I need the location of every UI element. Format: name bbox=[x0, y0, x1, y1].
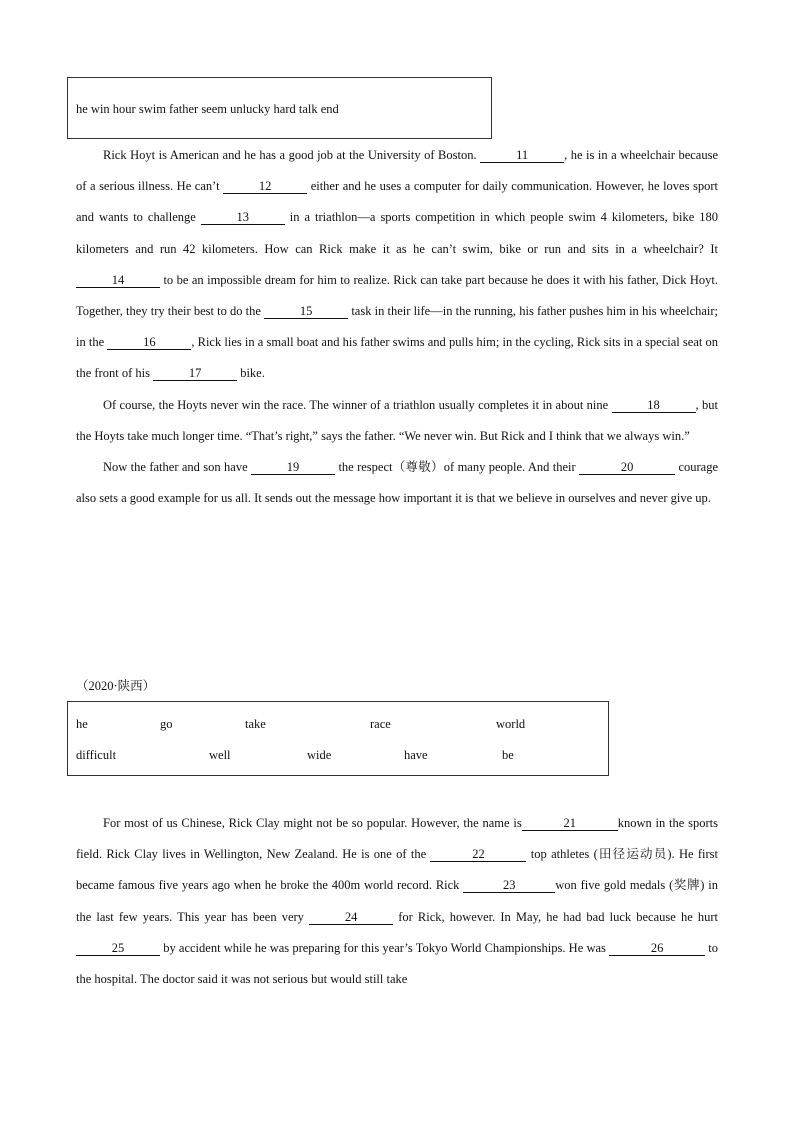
word-bank-2-word: have bbox=[404, 748, 428, 762]
passage-1-paragraph-2: Of course, the Hoyts never win the race. The winner of a triathlon usually completes it in about nine 18 , but the Hoyts take much longer time. “That’s right,” says the father. “We never win. But Rick and I think that we always win.” bbox=[76, 397, 719, 443]
blank-25[interactable]: 25 bbox=[76, 941, 160, 956]
blank-19[interactable]: 19 bbox=[251, 460, 335, 475]
source-label: （2020·陕西） bbox=[76, 679, 156, 693]
word-bank-2-word: well bbox=[209, 748, 231, 762]
word-bank-2-word: go bbox=[160, 717, 173, 731]
word-bank-2-row-2 bbox=[76, 740, 600, 771]
blank-12[interactable]: 12 bbox=[223, 179, 307, 194]
blank-14[interactable]: 14 bbox=[76, 273, 160, 288]
blank-23[interactable]: 23 bbox=[463, 878, 555, 893]
blank-20[interactable]: 20 bbox=[579, 460, 675, 475]
word-bank-2-word: race bbox=[370, 717, 391, 731]
blank-18[interactable]: 18 bbox=[612, 398, 696, 413]
word-bank-2-word: difficult bbox=[76, 748, 117, 762]
word-bank-2-word: world bbox=[496, 717, 526, 731]
word-bank-1-text: he win hour swim father seem unlucky hard talk end bbox=[76, 102, 339, 116]
blank-13[interactable]: 13 bbox=[201, 210, 285, 225]
blank-22[interactable]: 22 bbox=[430, 847, 526, 862]
passage-1 bbox=[76, 140, 718, 514]
blank-21[interactable]: 21 bbox=[522, 816, 618, 831]
word-bank-box-1 bbox=[67, 77, 492, 139]
passage-2-paragraph-1: For most of us Chinese, Rick Clay might not be so popular. However, the name is 21 known in the sports field. Rick Clay lives in Wellington, New Zealand. He is one of the 22 top athletes (田径运动员). He first became famous five years ago when he broke the 400m world record. Rick 23 won five gold medals (奖牌) in the last few years. This year has been very 24 for Rick, however. In May, he had bad luck because he hurt 25 by accident while he was preparing for this year’s Tokyo World Championships. He was 26 to the hospital. The doctor said it was not serious but would still take bbox=[76, 816, 719, 987]
passage-1-paragraph-3: Now the father and son have 19 the respect（尊敬）of many people. And their 20 courage also sets a good example for us all. It sends out the message how important it is that we believe in ourselves and never give up. bbox=[76, 460, 719, 506]
passage-2 bbox=[76, 808, 718, 995]
blank-26[interactable]: 26 bbox=[609, 941, 705, 956]
blank-24[interactable]: 24 bbox=[309, 910, 393, 925]
blank-16[interactable]: 16 bbox=[107, 335, 191, 350]
word-bank-2-word: be bbox=[502, 748, 514, 762]
word-bank-2-word: take bbox=[245, 717, 266, 731]
word-bank-2-row-1 bbox=[76, 709, 600, 740]
blank-17[interactable]: 17 bbox=[153, 366, 237, 381]
blank-15[interactable]: 15 bbox=[264, 304, 348, 319]
blank-11[interactable]: 11 bbox=[480, 148, 564, 163]
word-bank-2-word: wide bbox=[307, 748, 332, 762]
word-bank-2-word: he bbox=[76, 717, 88, 731]
word-bank-box-2 bbox=[67, 701, 609, 776]
passage-1-paragraph-1: Rick Hoyt is American and he has a good job at the University of Boston. 11 , he is in a wheelchair because of a serious illness. He can’t 12 either and he uses a computer for daily communication. However, he loves sport and wants to challenge 13 in a triathlon—a sports competition in which people swim 4 kilometers, bike 180 kilometers and run 42 kilometers. How can Rick make it as he can’t swim, bike or run and sits in a wheelchair? It 14 to be an impossible dream for him to realize. Rick can take part because he does it with his father, Dick Hoyt. Together, they try their best to do the 15 task in their life—in the running, his father pushes him in his wheelchair; in the 16 , Rick lies in a small boat and his father swims and pulls him; in the cycling, Rick sits in a special seat on the front of his 17 bike. bbox=[76, 148, 719, 381]
